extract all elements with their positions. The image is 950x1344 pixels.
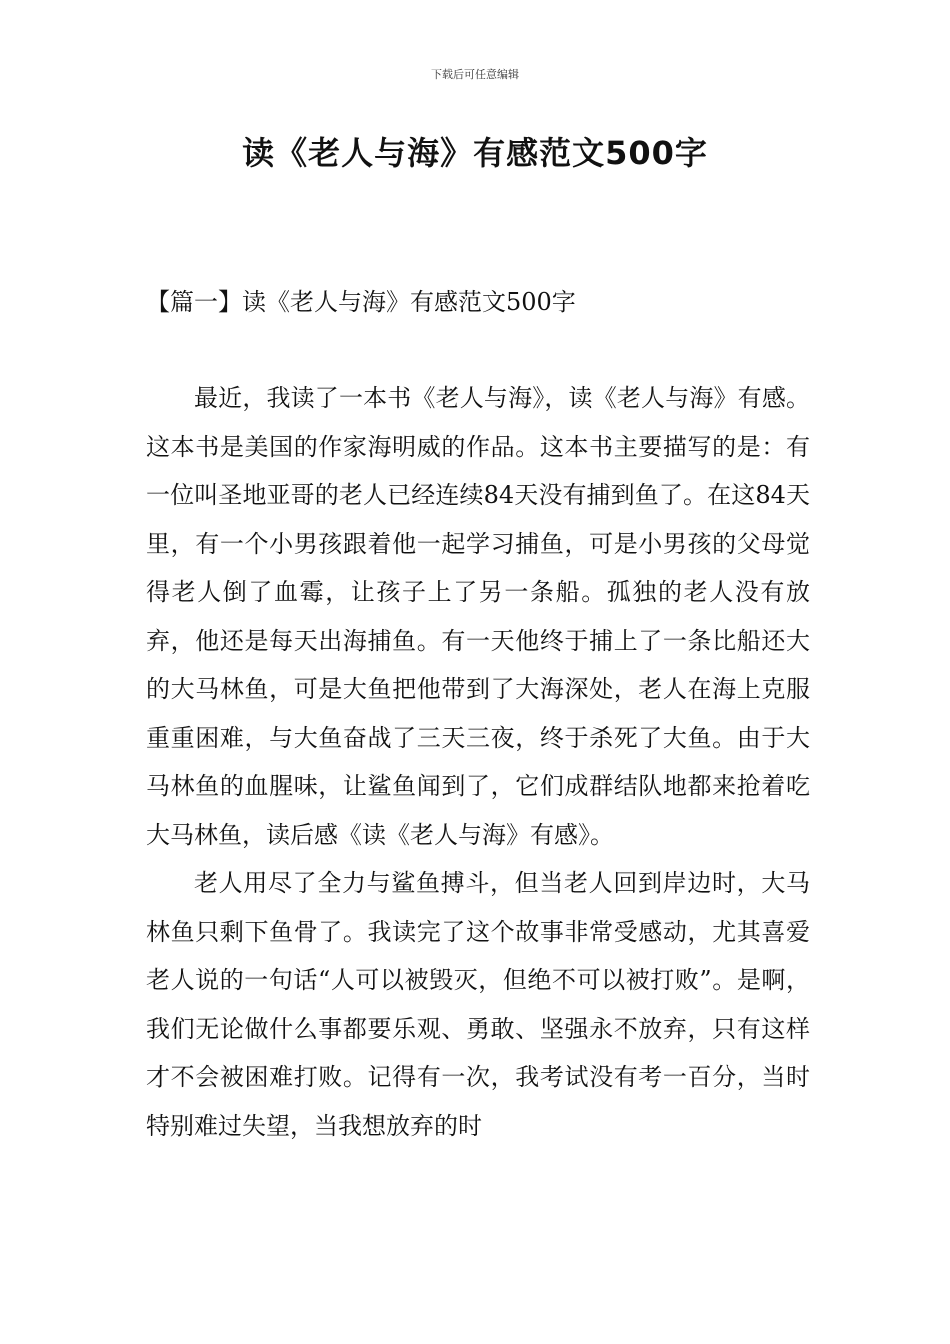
- header-note: 下载后可任意编辑: [431, 68, 519, 81]
- section-heading: 【篇一】读《老人与海》有感范文500字: [146, 288, 576, 316]
- paragraph: 老人用尽了全力与鲨鱼搏斗，但当老人回到岸边时，大马林鱼只剩下鱼骨了。我读完了这个故事非常受感动，尤其喜爱老人说的一句话“人可以被毁灭，但绝不可以被打败”。是啊，我们无论做什么事都要乐观、勇敢、坚强永不放弃，只有这样才不会被困难打败。记得有一次，我考试没有考一百分，当时特别难过失望，当我想放弃的时: [146, 869, 810, 1140]
- article-body: [146, 374, 810, 1150]
- page-title: 读《老人与海》有感范文500字: [242, 134, 708, 172]
- paragraph: 最近，我读了一本书《老人与海》，读《老人与海》有感。这本书是美国的作家海明威的作品。这本书主要描写的是：有一位叫圣地亚哥的老人已经连续84天没有捕到鱼了。在这84天里，有一个小男孩跟着他一起学习捕鱼，可是小男孩的父母觉得老人倒了血霉，让孩子上了另一条船。孤独的老人没有放弃，他还是每天出海捕鱼。有一天他终于捕上了一条比船还大的大马林鱼，可是大鱼把他带到了大海深处，老人在海上克服重重困难，与大鱼奋战了三天三夜，终于杀死了大鱼。由于大马林鱼的血腥味，让鲨鱼闻到了，它们成群结队地都来抢着吃大马林鱼，读后感《读《老人与海》有感》。: [146, 384, 810, 849]
